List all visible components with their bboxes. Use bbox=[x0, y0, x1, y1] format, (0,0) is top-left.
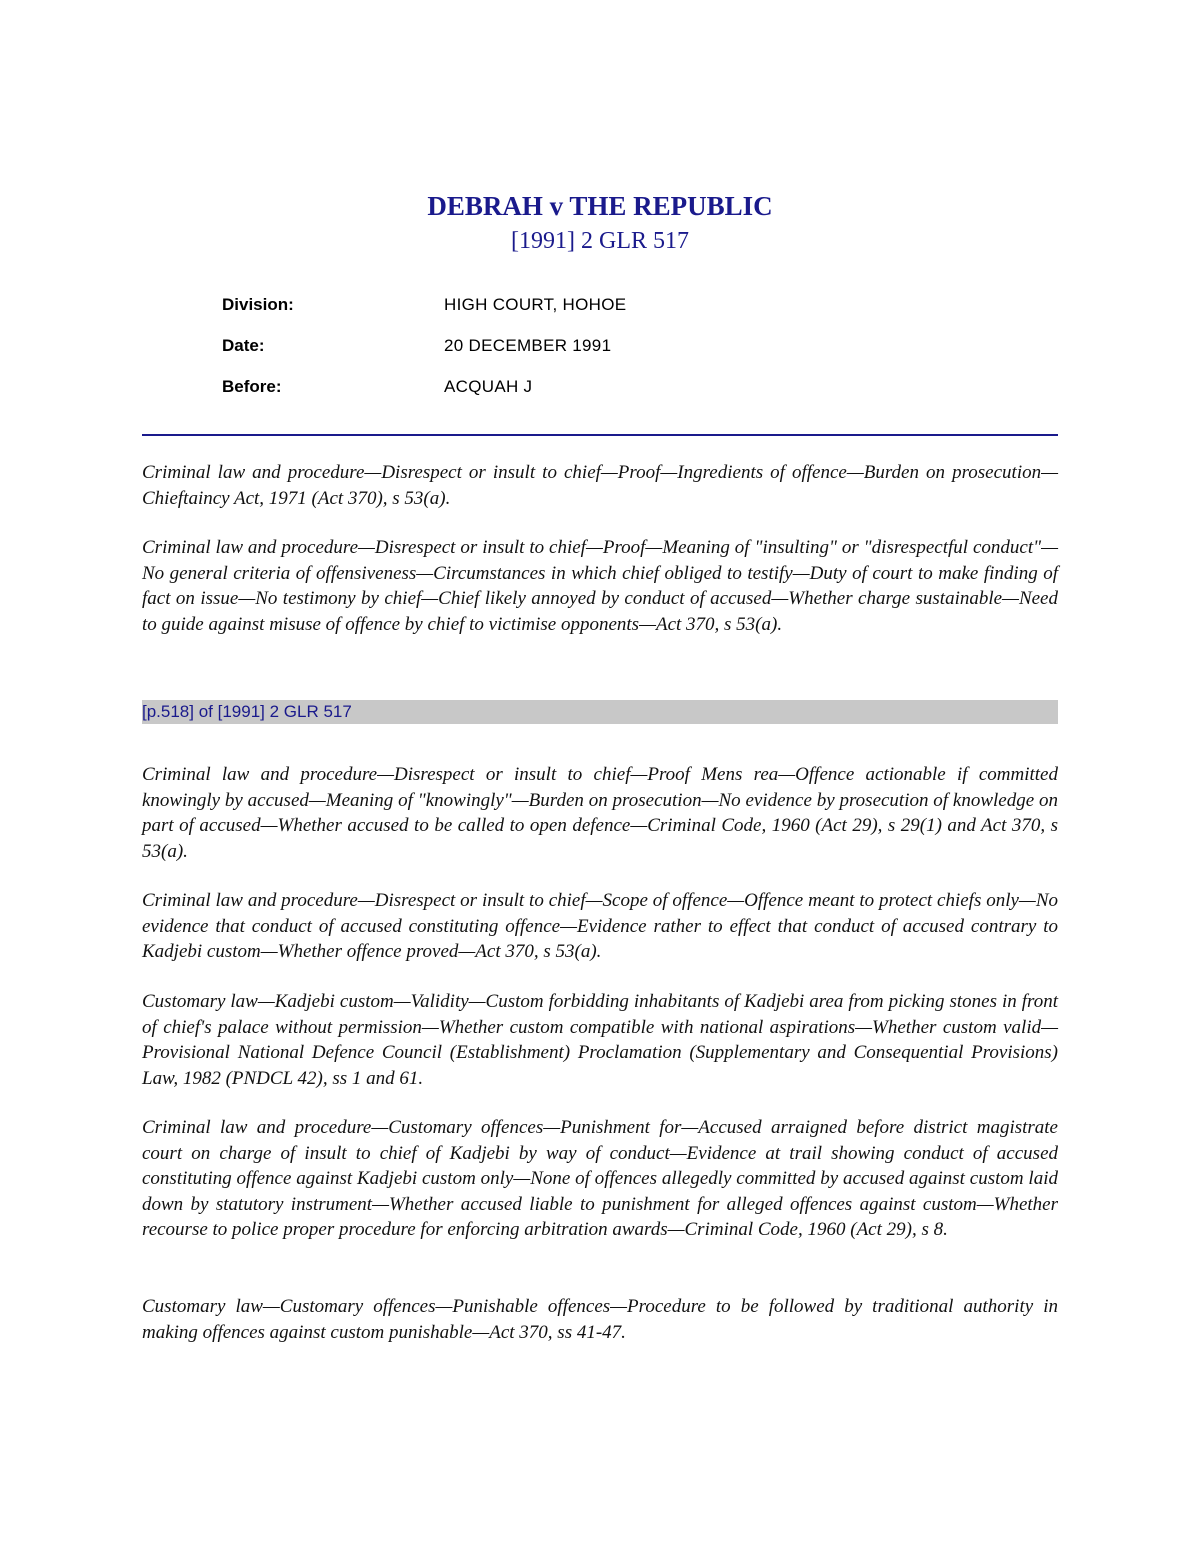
headnote-3: Criminal law and procedure—Disrespect or insult to chief—Proof Mens rea—Offence actionable if committed knowingly by accused—Meaning of "knowingly"—Burden on prosecution—No evidence by prosecution of knowledge on part of accused—Whether accused to be called to open defence—Criminal Code, 1960 (Act 29), s 29(1) and Act 370, s 53(a). bbox=[142, 764, 1058, 862]
date-label: Date: bbox=[222, 335, 265, 355]
case-metadata bbox=[222, 284, 822, 407]
headnote-6: Criminal law and procedure—Customary offences—Punishment for—Accused arraigned before district magistrate court on charge of insult to chief of Kadjebi by way of conduct—Evidence at trail showing conduct of accused constituting offence against Kadjebi custom only—None of offences allegedly committed by accused against custom laid down by statutory instrument—Whether accused liable to punishment for alleged offences against custom—Whether recourse to police proper procedure for enforcing arbitration awards—Criminal Code, 1960 (Act 29), s 8. bbox=[142, 1117, 1058, 1241]
headnote-2: Criminal law and procedure—Disrespect or insult to chief—Proof—Meaning of "insulting" or "disrespectful conduct"—No general criteria of offensiveness—Circumstances in which chief obliged to testify—Duty of court to make finding of fact on issue—No testimony by chief—Chief likely annoyed by conduct of accused—Whether charge sustainable—Need to guide against misuse of offence by chief to victimise opponents—Act 370, s 53(a). bbox=[142, 537, 1058, 635]
before-value: ACQUAH J bbox=[444, 376, 533, 396]
headnote-5: Customary law—Kadjebi custom—Validity—Custom forbidding inhabitants of Kadjebi area from picking stones in front of chief's palace without permission—Whether custom compatible with national aspirations—Whether custom valid—Provisional National Defence Council (Establishment) Proclamation (Supplementary and Consequential Provisions) Law, 1982 (PNDCL 42), ss 1 and 61. bbox=[142, 991, 1058, 1089]
headnote-1: Criminal law and procedure—Disrespect or insult to chief—Proof—Ingredients of offence—Burden on prosecution—Chieftaincy Act, 1971 (Act 370), s 53(a). bbox=[142, 462, 1058, 509]
headnote-4: Criminal law and procedure—Disrespect or insult to chief—Scope of offence—Offence meant to protect chiefs only—No evidence that conduct of accused constituting offence—Evidence rather to effect that conduct of accused contrary to Kadjebi custom—Whether offence proved—Act 370, s 53(a). bbox=[142, 890, 1058, 963]
page-marker: [p.518] of [1991] 2 GLR 517 bbox=[142, 700, 1058, 724]
case-title: DEBRAH v THE REPUBLIC bbox=[427, 191, 773, 221]
before-label: Before: bbox=[222, 376, 282, 396]
header-divider bbox=[142, 434, 1058, 436]
before-row bbox=[222, 366, 822, 407]
date-value: 20 DECEMBER 1991 bbox=[444, 335, 612, 355]
date-row bbox=[222, 325, 822, 366]
headnote-7: Customary law—Customary offences—Punishable offences—Procedure to be followed by traditional authority in making offences against custom punishable—Act 370, ss 41-47. bbox=[142, 1296, 1058, 1343]
division-label: Division: bbox=[222, 294, 294, 314]
division-value: HIGH COURT, HOHOE bbox=[444, 294, 627, 314]
case-citation: [1991] 2 GLR 517 bbox=[511, 228, 689, 254]
division-row bbox=[222, 284, 822, 325]
